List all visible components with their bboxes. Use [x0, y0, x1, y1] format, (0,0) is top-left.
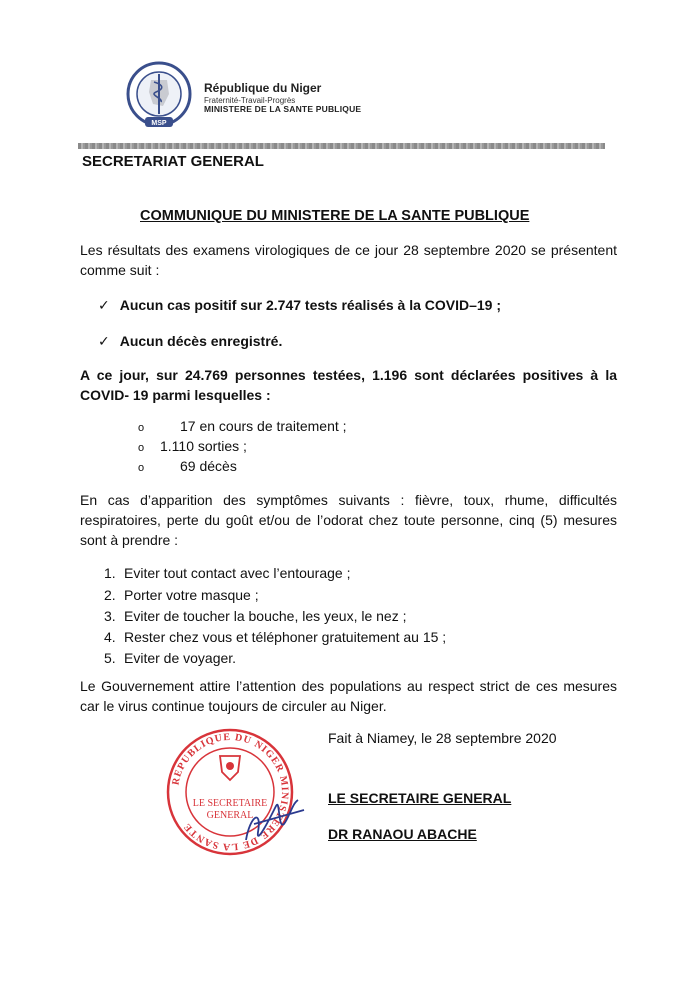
measure-item: [104, 587, 259, 603]
official-stamp: [158, 720, 318, 860]
measure-item: [104, 565, 350, 581]
ministry-logo: [123, 60, 195, 132]
intro-paragraph: Les résultats des examens virologiques de ce jour 28 septembre 2020 se présentent comme suit :: [80, 242, 617, 278]
measure-number: 2.: [104, 587, 116, 603]
measure-item: [104, 608, 407, 624]
measure-text: Rester chez vous et téléphoner gratuitement au 15 ;: [124, 629, 447, 645]
summary-paragraph: A ce jour, sur 24.769 personnes testées, 1.196 sont déclarées positives à la COVID- 19 parmi lesquelles :: [80, 367, 617, 403]
check-item-text: Aucun décès enregistré.: [119, 333, 283, 349]
measure-number: 4.: [104, 629, 116, 645]
stat-bullet: [138, 458, 237, 474]
check-item: [98, 297, 501, 314]
symptoms-paragraph: En cas d’apparition des symptômes suivants : fièvre, toux, rhume, difficultés respiratoires, perte du goût et/ou de l’odorat chez toute personne, cinq (5) mesures sont à prendre :: [80, 492, 617, 548]
stamp-center-line2: GENERAL: [206, 810, 254, 821]
letterhead: [204, 82, 361, 115]
measure-text: Eviter de voyager.: [124, 650, 237, 666]
measure-number: 3.: [104, 608, 116, 624]
signatory-role: LE SECRETAIRE GENERAL: [328, 790, 512, 806]
stat-bullet-text: 17 en cours de traitement ;: [180, 418, 347, 434]
measure-number: 5.: [104, 650, 116, 666]
circle-bullet-icon: o: [138, 442, 145, 454]
check-item: [98, 333, 282, 350]
ministry-name: MINISTERE DE LA SANTE PUBLIQUE: [204, 103, 362, 114]
circle-bullet-icon: o: [138, 462, 145, 474]
measure-number: 1.: [104, 565, 116, 581]
department-heading: SECRETARIAT GENERAL: [82, 153, 264, 170]
stat-bullet-text: 69 décès: [180, 458, 237, 474]
closing-paragraph: Le Gouvernement attire l’attention des populations au respect strict de ces mesures car le virus continue toujours de circuler au Niger.: [80, 678, 617, 714]
national-motto: Fraternité-Travail-Progrès: [204, 95, 296, 105]
circle-bullet-icon: o: [138, 422, 145, 434]
check-item-text: Aucun cas positif sur 2.747 tests réalisés à la COVID–19 ;: [119, 297, 502, 313]
signatory-name: DR RANAOU ABACHE: [328, 826, 477, 842]
communique-title: COMMUNIQUE DU MINISTERE DE LA SANTE PUBLIQUE: [140, 208, 530, 224]
measure-text: Porter votre masque ;: [124, 587, 259, 603]
measure-text: Eviter tout contact avec l’entourage ;: [124, 565, 351, 581]
checkmark-icon: ✓: [98, 297, 110, 313]
stat-bullet: [138, 438, 247, 454]
checkmark-icon: ✓: [98, 333, 110, 349]
stat-bullet-text: 1.110 sorties ;: [160, 438, 247, 454]
measure-item: [104, 629, 446, 645]
measure-text: Eviter de toucher la bouche, les yeux, le nez ;: [124, 608, 407, 624]
stamp-ring-text: REPUBLIQUE DU NIGER MINISTERE DE LA SANTE: [170, 731, 291, 853]
stat-bullet: [138, 418, 347, 434]
header-divider: [78, 143, 605, 149]
country-name: République du Niger: [204, 81, 322, 95]
logo-initials: MSP: [151, 120, 167, 127]
place-and-date: Fait à Niamey, le 28 septembre 2020: [328, 730, 557, 746]
stamp-center-line1: LE SECRETAIRE: [192, 798, 268, 809]
measure-item: [104, 650, 236, 666]
